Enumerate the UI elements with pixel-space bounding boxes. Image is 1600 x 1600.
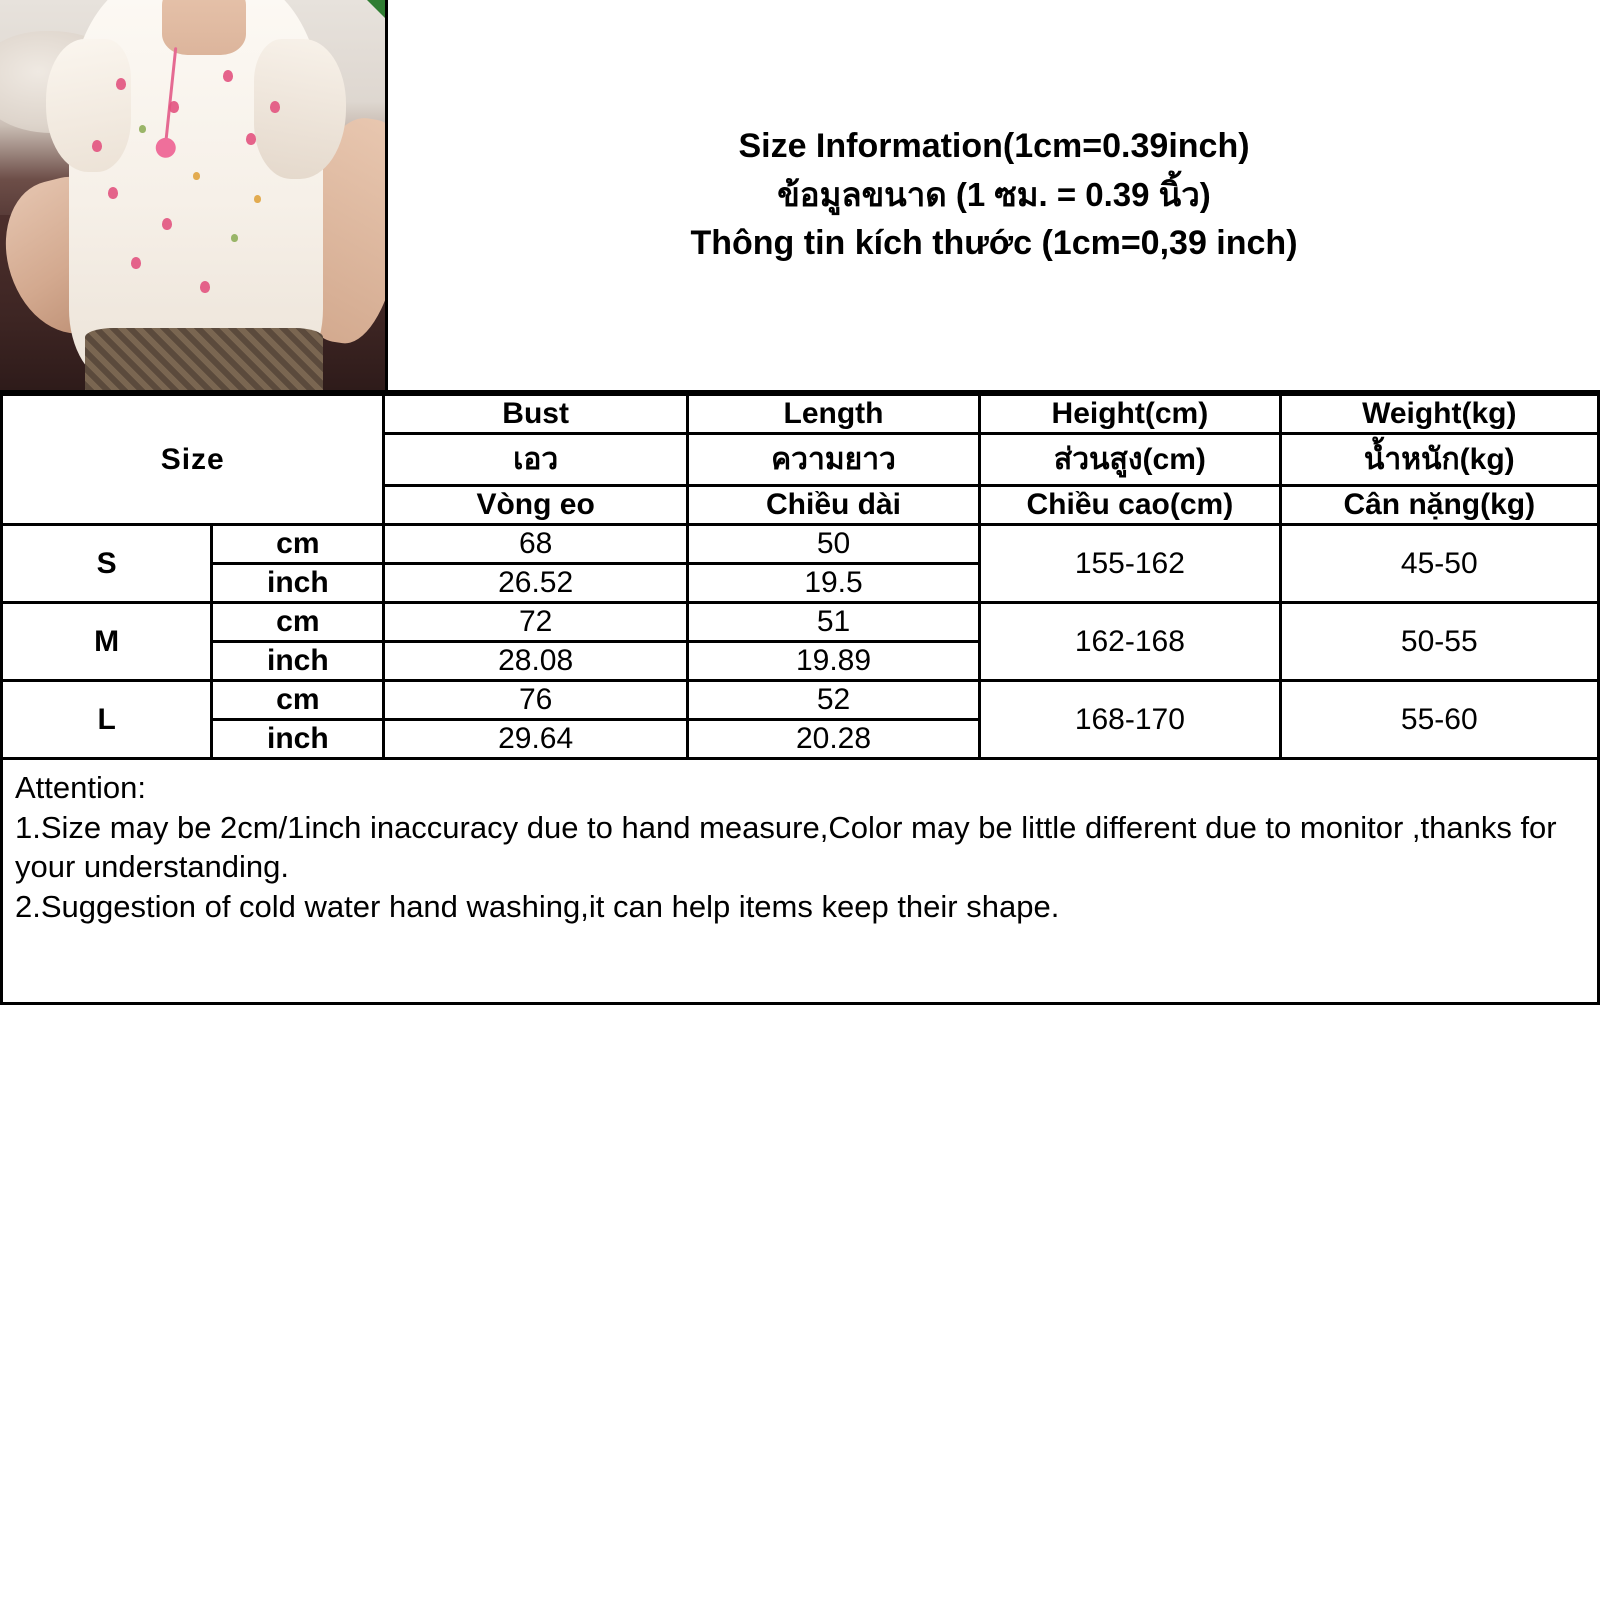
print-dot (270, 101, 280, 113)
length-inch-l: 20.28 (687, 720, 979, 759)
weight-s: 45-50 (1280, 525, 1598, 603)
attention-note-2: 2.Suggestion of cold water hand washing,it can help items keep their shape. (15, 889, 1060, 925)
photo-pants (85, 328, 324, 390)
length-cm-l: 52 (687, 681, 979, 720)
table-header-row-en (2, 395, 1599, 434)
header-band (0, 0, 1600, 393)
print-dot (131, 257, 141, 269)
unit-inch-s: inch (212, 564, 384, 603)
header-length-en: Length (687, 395, 979, 434)
height-m: 162-168 (980, 603, 1280, 681)
header-length-vi: Chiều dài (687, 486, 979, 525)
print-dot (246, 133, 256, 145)
height-l: 168-170 (980, 681, 1280, 759)
product-photo (0, 0, 388, 390)
attention-note-1: 1.Size may be 2cm/1inch inaccuracy due to hand measure,Color may be little different due to monitor ,thanks for your understanding. (15, 809, 1557, 885)
unit-cm-s: cm (212, 525, 384, 564)
attention-block (0, 760, 1600, 1005)
bust-inch-l: 29.64 (384, 720, 687, 759)
size-letter-l: L (2, 681, 212, 759)
height-s: 155-162 (980, 525, 1280, 603)
header-bust-en: Bust (384, 395, 687, 434)
length-inch-s: 19.5 (687, 564, 979, 603)
bust-inch-m: 28.08 (384, 642, 687, 681)
bust-cm-l: 76 (384, 681, 687, 720)
header-height-th: ส่วนสูง(cm) (980, 434, 1280, 486)
print-dot (200, 281, 210, 293)
size-letter-m: M (2, 603, 212, 681)
bust-cm-m: 72 (384, 603, 687, 642)
header-bust-th: เอว (384, 434, 687, 486)
print-dot (139, 125, 146, 133)
print-dot (108, 187, 118, 199)
print-dot (116, 78, 126, 90)
unit-inch-l: inch (212, 720, 384, 759)
bust-cm-s: 68 (384, 525, 687, 564)
length-cm-s: 50 (687, 525, 979, 564)
green-corner-marker (367, 0, 385, 18)
unit-cm-l: cm (212, 681, 384, 720)
photo-sleeve-left (46, 39, 131, 172)
header-height-en: Height(cm) (980, 395, 1280, 434)
length-inch-m: 19.89 (687, 642, 979, 681)
table-row (2, 525, 1599, 564)
size-column-header: Size (2, 395, 384, 525)
header-bust-vi: Vòng eo (384, 486, 687, 525)
header-height-vi: Chiều cao(cm) (980, 486, 1280, 525)
unit-inch-m: inch (212, 642, 384, 681)
length-cm-m: 51 (687, 603, 979, 642)
size-letter-s: S (2, 525, 212, 603)
weight-l: 55-60 (1280, 681, 1598, 759)
print-dot (193, 172, 200, 180)
header-weight-en: Weight(kg) (1280, 395, 1598, 434)
table-row (2, 603, 1599, 642)
print-dot (231, 234, 238, 242)
print-dot (254, 195, 261, 203)
title-thai: ข้อมูลขนาด (1 ซม. = 0.39 นิ้ว) (777, 176, 1211, 214)
title-vietnamese: Thông tin kích thước (1cm=0,39 inch) (690, 223, 1298, 262)
table-row (2, 681, 1599, 720)
size-table (0, 393, 1600, 760)
weight-m: 50-55 (1280, 603, 1598, 681)
header-weight-vi: Cân nặng(kg) (1280, 486, 1598, 525)
title-block (388, 0, 1600, 390)
unit-cm-m: cm (212, 603, 384, 642)
attention-heading: Attention: (15, 770, 146, 805)
bust-inch-s: 26.52 (384, 564, 687, 603)
header-weight-th: น้ำหนัก(kg) (1280, 434, 1598, 486)
print-dot (162, 218, 172, 230)
header-length-th: ความยาว (687, 434, 979, 486)
title-english: Size Information(1cm=0.39inch) (738, 126, 1250, 165)
